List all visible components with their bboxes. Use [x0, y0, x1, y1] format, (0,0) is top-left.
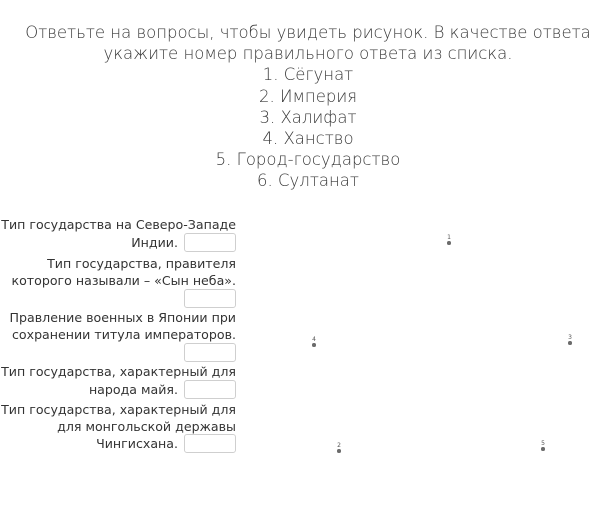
option-2: 2. Империя	[259, 86, 357, 106]
dot-number-2: 2	[337, 442, 341, 449]
dot-marker-3	[568, 341, 572, 345]
question-4-line-2	[1, 381, 236, 400]
option-4: 4. Ханство	[262, 129, 354, 149]
question-1	[1, 217, 236, 253]
question-4-line-2-text: народа майя.	[88, 381, 178, 397]
dot-point-4	[304, 336, 324, 347]
option-3: 3. Халифат	[259, 107, 357, 127]
question-2-line-1: Тип государства, правителя	[47, 256, 236, 271]
question-1-line-2	[1, 234, 236, 253]
question-5-line-2: для монгольской державы	[57, 418, 236, 434]
question-5-line-3	[1, 435, 236, 454]
answer-input-3[interactable]	[184, 343, 236, 362]
dot-point-5	[533, 440, 553, 451]
dot-number-5: 5	[541, 440, 545, 447]
dot-point-1	[439, 234, 459, 245]
dot-marker-2	[337, 449, 341, 453]
dot-marker-4	[312, 343, 316, 347]
answer-input-5[interactable]	[184, 434, 236, 453]
instructions-line-1: Ответьте на вопросы, чтобы увидеть рисунок. В качестве ответа	[25, 23, 591, 42]
question-3	[10, 310, 236, 363]
question-5-line-1: Тип государства, характерный для	[1, 402, 236, 417]
question-4	[1, 364, 236, 400]
dot-number-3: 3	[568, 334, 572, 341]
option-1: 1. Сёгунат	[262, 65, 354, 85]
answer-input-2[interactable]	[184, 289, 236, 308]
question-3-line-1: Правление военных в Японии при	[9, 310, 236, 325]
instructions-header	[0, 22, 616, 192]
option-6: 6. Султанат	[257, 171, 359, 191]
question-3-line-2: сохранении титула императоров.	[11, 326, 236, 342]
dot-marker-1	[447, 241, 451, 245]
option-5: 5. Город-государство	[215, 150, 401, 170]
question-5	[1, 402, 236, 454]
question-2-line-2: которого называли – «Сын неба».	[11, 272, 236, 288]
question-5-line-3-text: Чингисхана.	[96, 436, 178, 451]
question-1-line-1: Тип государства на Северо-Западе	[1, 217, 236, 232]
question-2	[12, 256, 237, 309]
answer-input-1[interactable]	[184, 233, 236, 252]
question-1-line-2-text: Индии.	[131, 234, 178, 250]
dot-marker-5	[541, 447, 545, 451]
answer-input-4[interactable]	[184, 380, 236, 399]
dot-point-3	[560, 334, 580, 345]
instructions-line-2: укажите номер правильного ответа из списка.	[103, 44, 513, 64]
dot-point-2	[329, 442, 349, 453]
dot-number-4: 4	[312, 336, 316, 343]
question-4-line-1: Тип государства, характерный для	[1, 364, 236, 379]
dot-number-1: 1	[447, 234, 451, 241]
